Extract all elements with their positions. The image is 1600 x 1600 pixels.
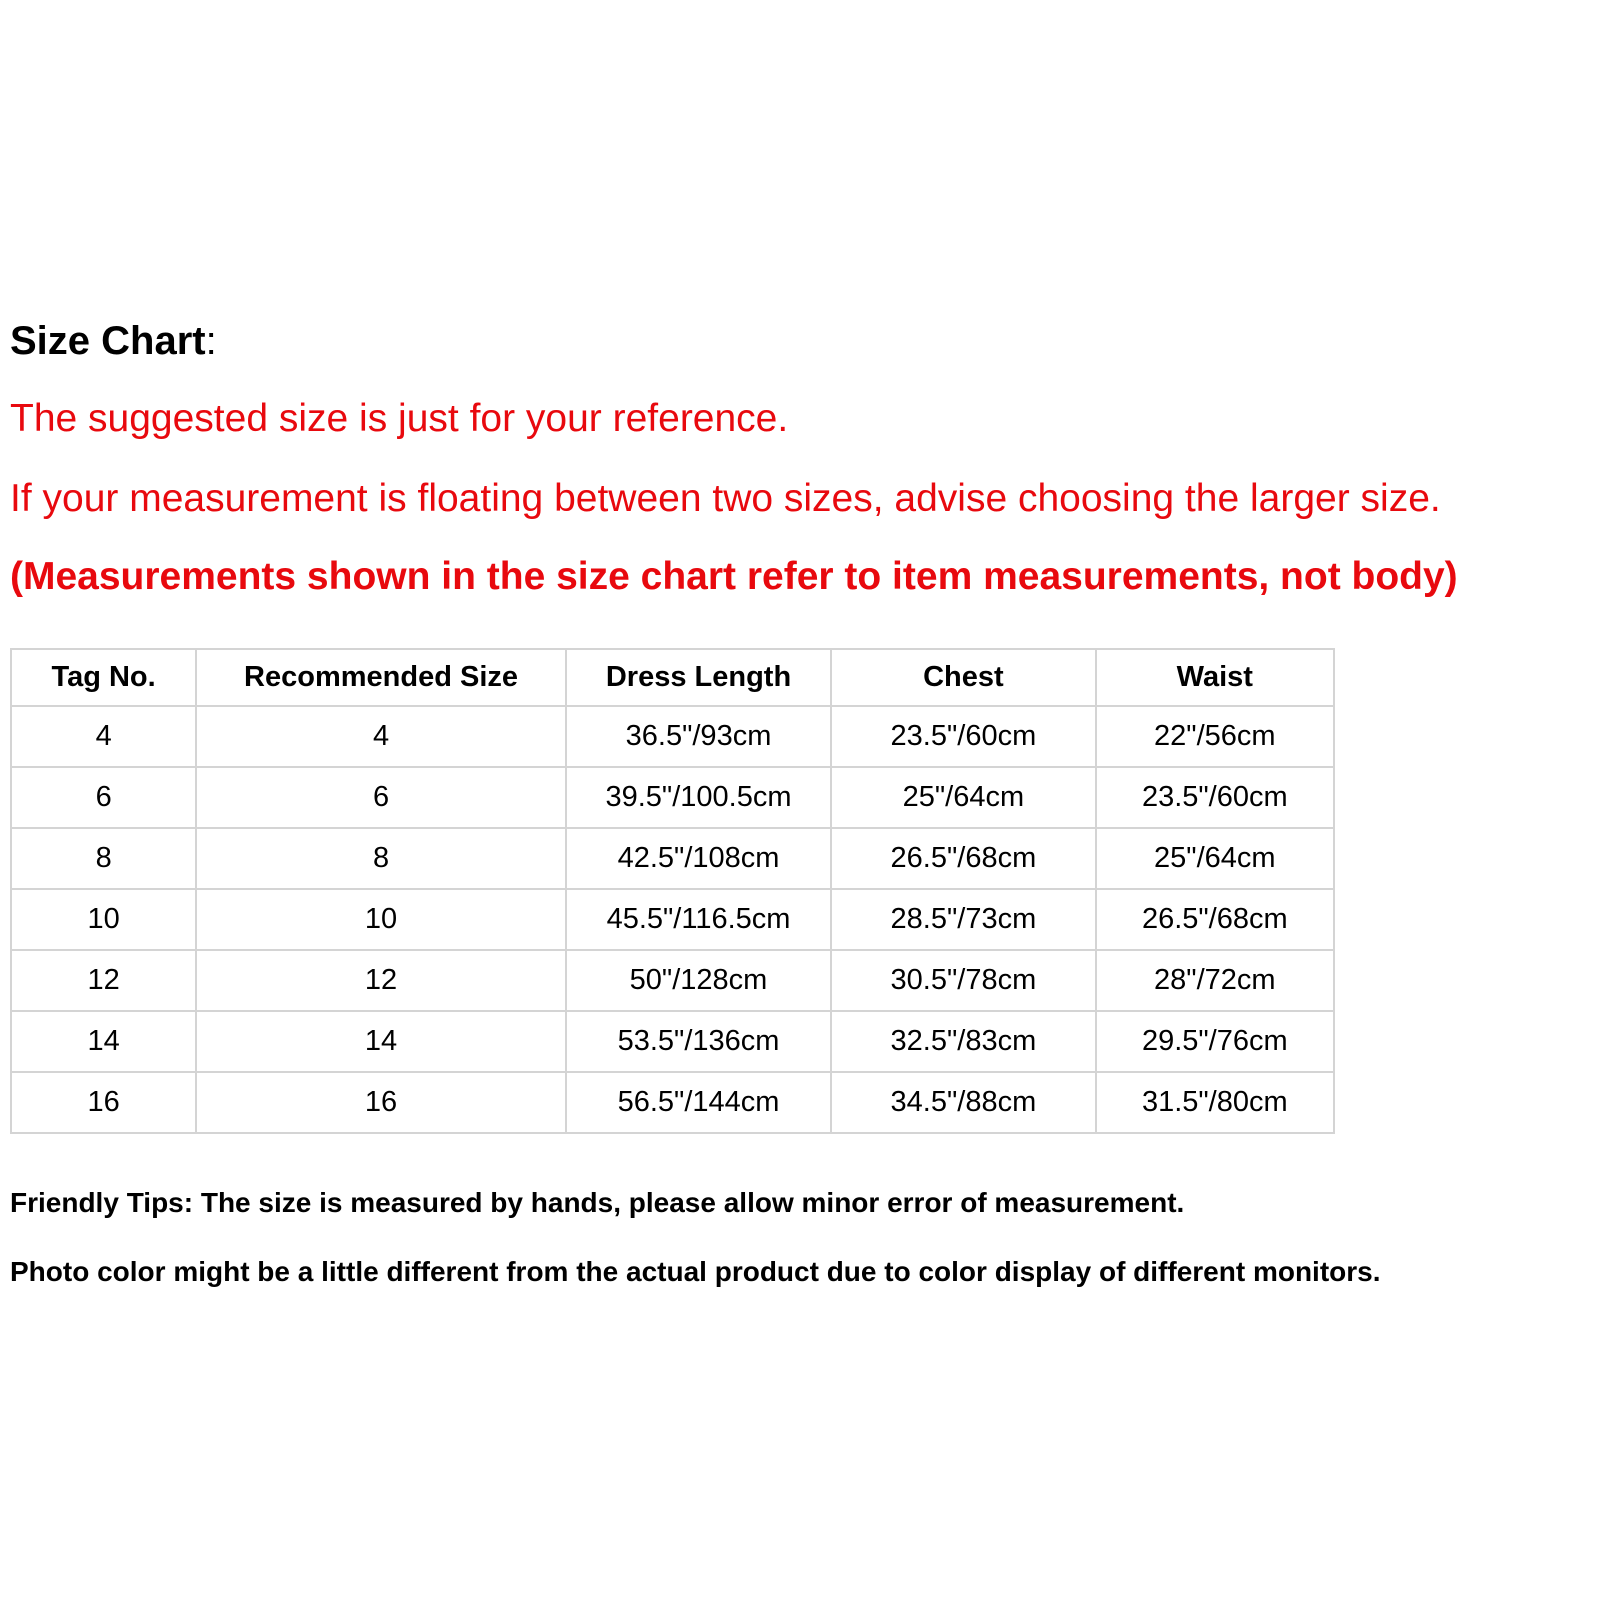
- cell-chest: 34.5"/88cm: [831, 1072, 1095, 1133]
- table-row: [11, 828, 1334, 889]
- cell-waist: 28"/72cm: [1096, 950, 1334, 1011]
- size-table: [10, 648, 1335, 1134]
- between-sizes-note: If your measurement is floating between two sizes, advise choosing the larger size.: [10, 477, 1441, 520]
- cell-waist: 31.5"/80cm: [1096, 1072, 1334, 1133]
- table-row: [11, 706, 1334, 767]
- cell-dress-length: 36.5"/93cm: [566, 706, 831, 767]
- cell-dress-length: 39.5"/100.5cm: [566, 767, 831, 828]
- cell-waist: 22"/56cm: [1096, 706, 1334, 767]
- cell-waist: 26.5"/68cm: [1096, 889, 1334, 950]
- cell-chest: 25"/64cm: [831, 767, 1095, 828]
- table-row: [11, 950, 1334, 1011]
- item-measurement-note: (Measurements shown in the size chart refer to item measurements, not body): [10, 555, 1458, 598]
- cell-tag-no: 16: [11, 1072, 196, 1133]
- cell-waist: 23.5"/60cm: [1096, 767, 1334, 828]
- cell-tag-no: 8: [11, 828, 196, 889]
- title-colon: :: [205, 319, 217, 363]
- cell-tag-no: 6: [11, 767, 196, 828]
- reference-note: The suggested size is just for your reference.: [10, 397, 789, 440]
- cell-tag-no: 12: [11, 950, 196, 1011]
- table-row: [11, 767, 1334, 828]
- cell-recommended-size: 4: [196, 706, 566, 767]
- header-waist: Waist: [1096, 649, 1334, 706]
- cell-recommended-size: 10: [196, 889, 566, 950]
- table-row: [11, 889, 1334, 950]
- table-header-row: [11, 649, 1334, 706]
- cell-chest: 26.5"/68cm: [831, 828, 1095, 889]
- cell-tag-no: 4: [11, 706, 196, 767]
- title-text: Size Chart: [10, 319, 206, 363]
- cell-dress-length: 56.5"/144cm: [566, 1072, 831, 1133]
- header-dress-length: Dress Length: [566, 649, 831, 706]
- cell-dress-length: 53.5"/136cm: [566, 1011, 831, 1072]
- cell-chest: 32.5"/83cm: [831, 1011, 1095, 1072]
- cell-dress-length: 50"/128cm: [566, 950, 831, 1011]
- header-recommended-size: Recommended Size: [196, 649, 566, 706]
- friendly-tip: Friendly Tips: The size is measured by hands, please allow minor error of measurement.: [10, 1187, 1185, 1218]
- cell-recommended-size: 6: [196, 767, 566, 828]
- cell-recommended-size: 14: [196, 1011, 566, 1072]
- cell-chest: 23.5"/60cm: [831, 706, 1095, 767]
- photo-color-tip: Photo color might be a little different from the actual product due to color display of different monitors.: [10, 1256, 1381, 1287]
- cell-tag-no: 14: [11, 1011, 196, 1072]
- header-chest: Chest: [831, 649, 1095, 706]
- page-title: [10, 317, 217, 365]
- cell-dress-length: 45.5"/116.5cm: [566, 889, 831, 950]
- cell-waist: 25"/64cm: [1096, 828, 1334, 889]
- cell-recommended-size: 8: [196, 828, 566, 889]
- cell-recommended-size: 12: [196, 950, 566, 1011]
- table-row: [11, 1072, 1334, 1133]
- cell-waist: 29.5"/76cm: [1096, 1011, 1334, 1072]
- table-row: [11, 1011, 1334, 1072]
- cell-tag-no: 10: [11, 889, 196, 950]
- cell-chest: 30.5"/78cm: [831, 950, 1095, 1011]
- cell-dress-length: 42.5"/108cm: [566, 828, 831, 889]
- header-tag-no: Tag No.: [11, 649, 196, 706]
- cell-recommended-size: 16: [196, 1072, 566, 1133]
- cell-chest: 28.5"/73cm: [831, 889, 1095, 950]
